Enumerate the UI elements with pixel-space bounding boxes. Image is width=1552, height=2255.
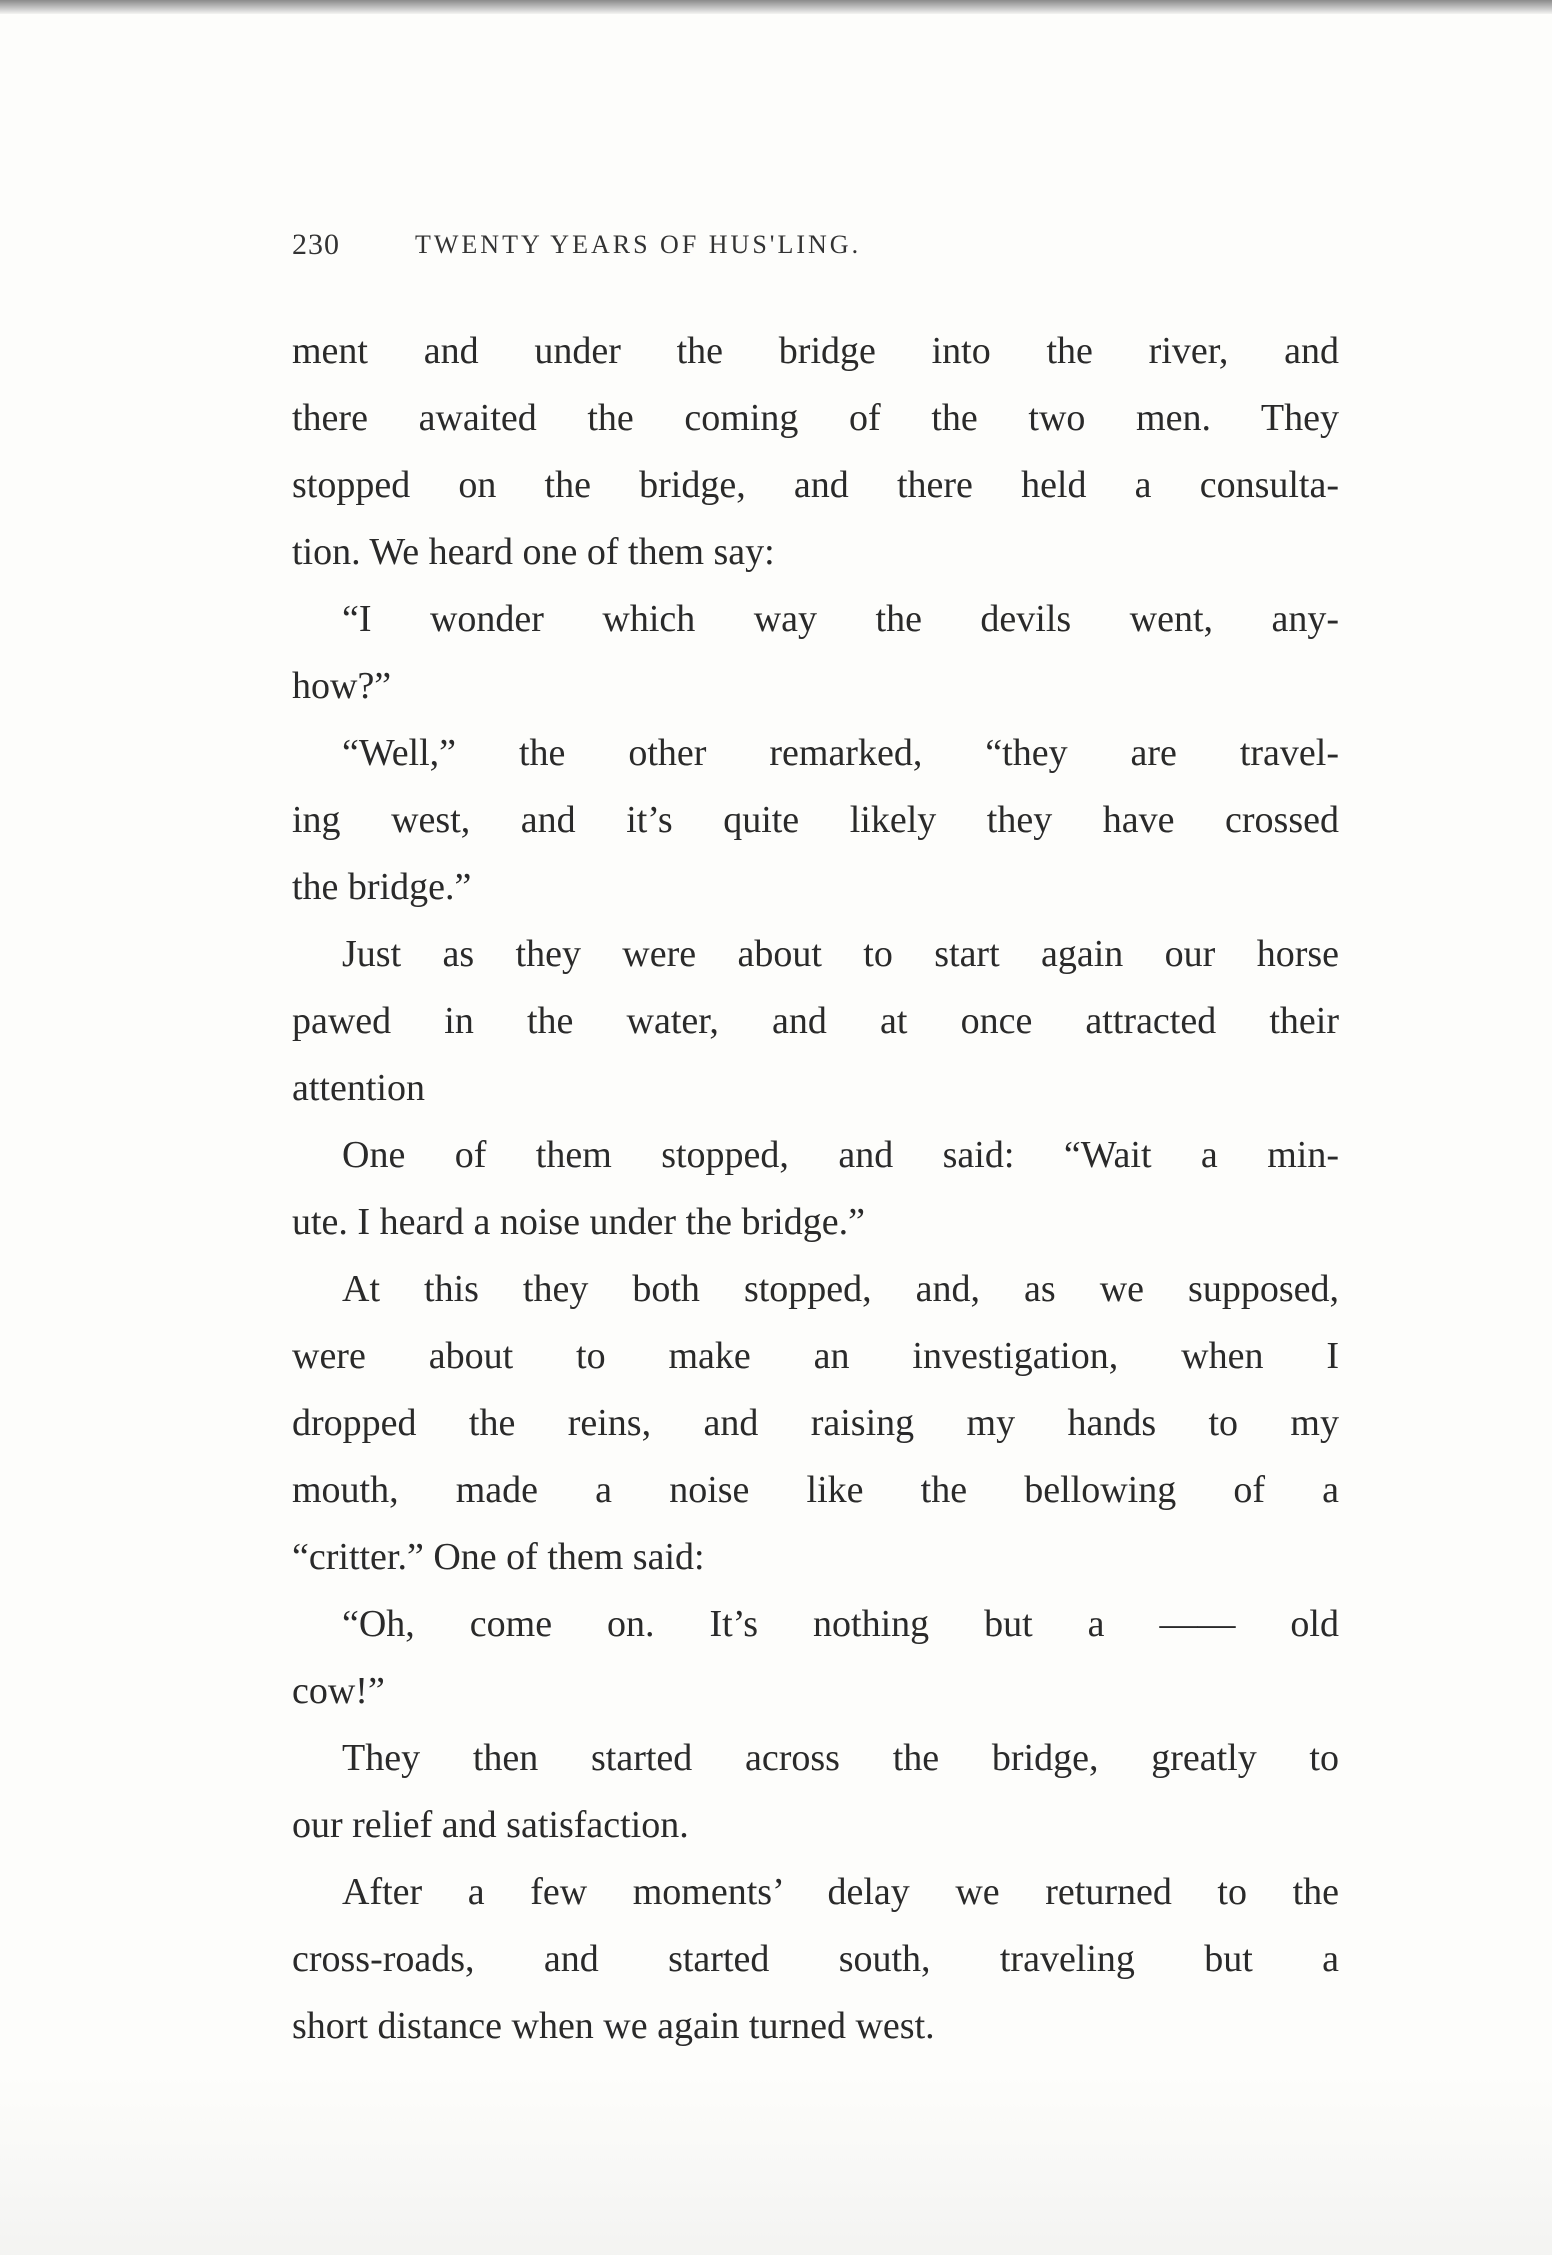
text-line: pawed in the water, and at once attracted their — [292, 1000, 1339, 1042]
running-head: TWENTY YEARS OF HUS'LING. — [415, 230, 862, 259]
text-line: Just as they were about to start again our horse — [342, 933, 1339, 975]
text-line: how?” — [292, 665, 392, 707]
text-line: attention — [292, 1067, 425, 1109]
text-line: At this they both stopped, and, as we supposed, — [342, 1268, 1339, 1310]
text-line: stopped on the bridge, and there held a consulta- — [292, 464, 1339, 506]
text-line: “I wonder which way the devils went, any- — [342, 598, 1339, 640]
text-line: After a few moments’ delay we returned to the — [342, 1871, 1339, 1913]
text-line: ing west, and it’s quite likely they have crossed — [292, 799, 1339, 841]
text-line: ment and under the bridge into the river, and — [292, 330, 1339, 372]
text-line: were about to make an investigation, when I — [292, 1335, 1339, 1377]
text-line: One of them stopped, and said: “Wait a min- — [342, 1134, 1339, 1176]
text-line: mouth, made a noise like the bellowing of a — [292, 1469, 1339, 1511]
text-line: “Oh, come on. It’s nothing but a —— old — [342, 1603, 1339, 1645]
page-body — [292, 318, 1339, 2060]
scan-edge — [0, 0, 1552, 14]
text-line: “Well,” the other remarked, “they are travel- — [342, 732, 1339, 774]
page-header — [292, 228, 1339, 278]
text-line: our relief and satisfaction. — [292, 1804, 689, 1846]
text-line: there awaited the coming of the two men. They — [292, 397, 1339, 439]
text-line: short distance when we again turned west. — [292, 2005, 935, 2047]
text-line: cow!” — [292, 1670, 385, 1712]
text-line: ute. I heard a noise under the bridge.” — [292, 1201, 865, 1243]
text-line: They then started across the bridge, greatly to — [342, 1737, 1339, 1779]
text-line: the bridge.” — [292, 866, 472, 908]
text-line: tion. We heard one of them say: — [292, 531, 775, 573]
page-number: 230 — [292, 228, 340, 261]
text-line: “critter.” One of them said: — [292, 1536, 705, 1578]
text-line: dropped the reins, and raising my hands to my — [292, 1402, 1339, 1444]
scan-noise — [0, 2075, 1552, 2255]
text-line: cross-roads, and started south, traveling but a — [292, 1938, 1339, 1980]
